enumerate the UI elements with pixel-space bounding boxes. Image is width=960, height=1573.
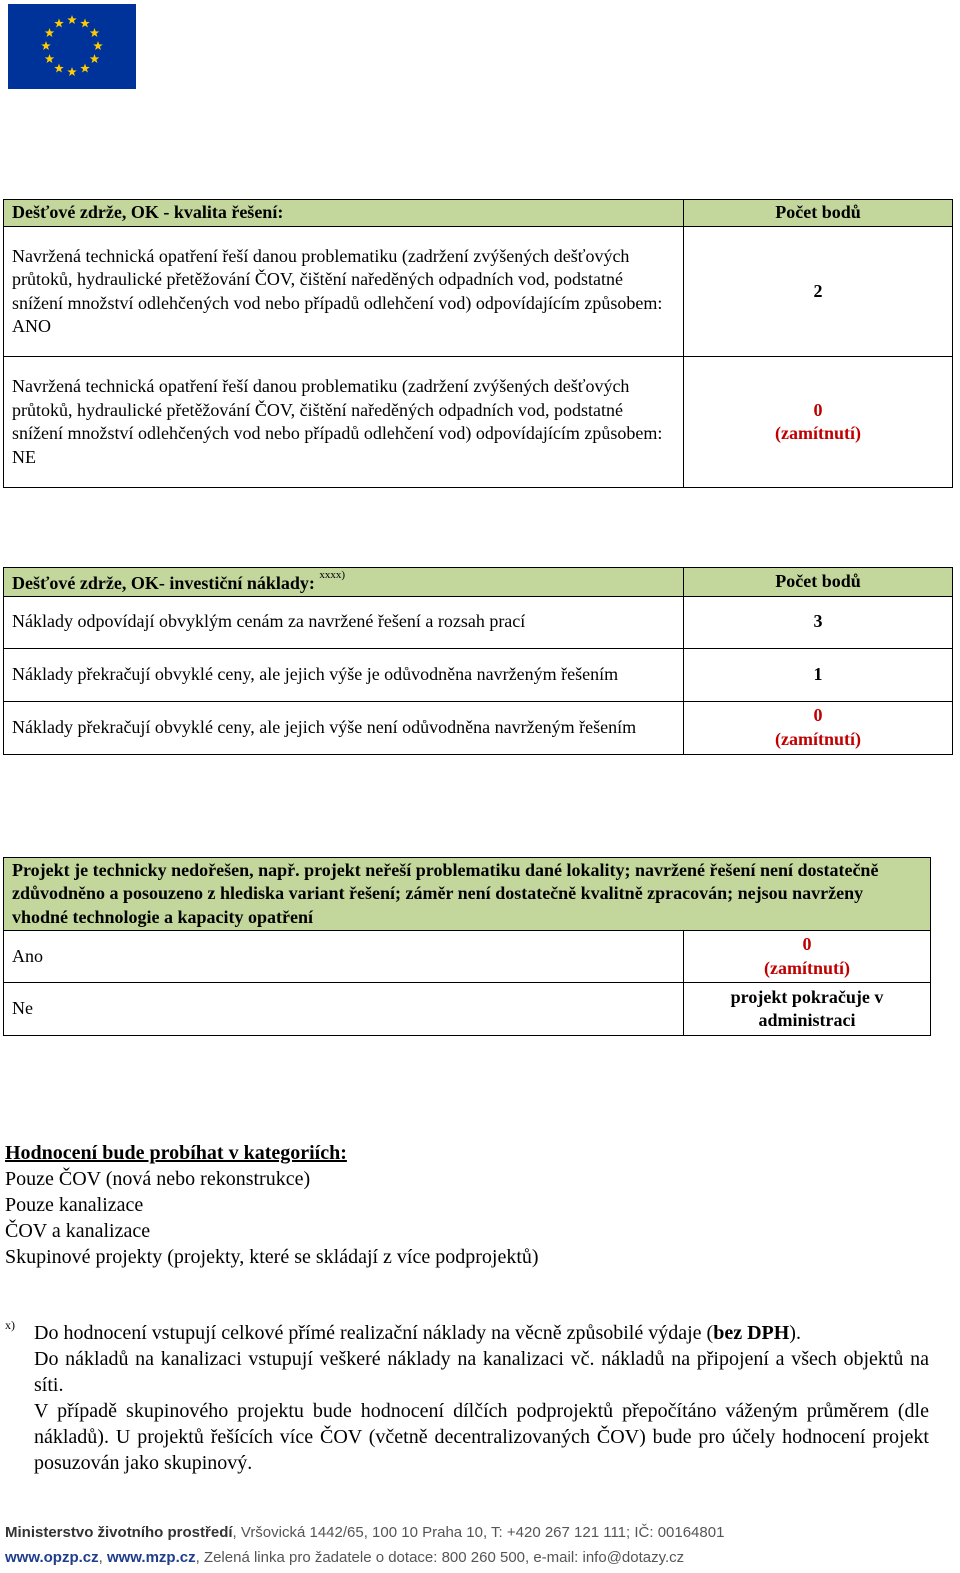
star-icon xyxy=(80,18,90,27)
row-points xyxy=(684,701,953,754)
footnote-mark: x) xyxy=(5,1318,15,1332)
eu-flag-logo xyxy=(8,4,136,89)
categories-heading: Hodnocení bude probíhat v kategoriích: xyxy=(5,1142,347,1164)
footnote-text xyxy=(34,1320,929,1476)
footer-address xyxy=(5,1524,724,1541)
points-value: 0 xyxy=(813,399,823,420)
footnote-line1-end: ). xyxy=(789,1322,801,1344)
table-row xyxy=(4,596,953,648)
row-text: Ne xyxy=(4,983,684,1036)
footer-link-opzp[interactable]: www.opzp.cz xyxy=(5,1549,99,1566)
row-points: projekt pokračuje v administraci xyxy=(684,983,931,1036)
row-points xyxy=(684,931,931,983)
star-icon xyxy=(80,64,90,73)
technical-table xyxy=(3,857,931,1036)
star-icon xyxy=(54,18,64,27)
footnote-line xyxy=(34,1320,929,1346)
row-points: 2 xyxy=(684,227,953,357)
star-icon xyxy=(45,54,55,63)
star-icon xyxy=(67,67,77,76)
technical-header: Projekt je technicky nedořešen, např. projekt neřeší problematiku dané lokality; navržené řešení není dostatečně zdůvodněno a posouzeno z hlediska variant řešení; záměr není dostatečně kvalitně zpracován; nejsou navrženy vhodné technologie a kapacity opatření xyxy=(4,858,931,931)
table-row xyxy=(4,227,953,357)
footer-separator: , xyxy=(98,1549,107,1566)
rejection-note: (zamítnutí) xyxy=(775,423,861,443)
points-value: 0 xyxy=(813,705,823,725)
row-text: Náklady překračují obvyklé ceny, ale jejich výše není odůvodněna navrženým řešením xyxy=(4,701,684,754)
footer-contacts xyxy=(5,1549,684,1566)
categories-section xyxy=(5,1140,539,1270)
row-text: Navržená technická opatření řeší danou problematiku (zadržení zvýšených dešťových průtoků, hydraulické přetěžování ČOV, čištění naředěných odpadních vod, podstatné snížení množství odlehčených vod nebo případů odlehčení vod) odpovídajícím způsobem: NE xyxy=(4,357,684,488)
star-icon xyxy=(41,41,51,50)
row-points: 1 xyxy=(684,648,953,701)
star-icon xyxy=(67,15,77,24)
row-points: 3 xyxy=(684,596,953,648)
rejection-note: (zamítnutí) xyxy=(775,728,861,749)
table-row xyxy=(4,983,931,1036)
footnote-line1-start: Do hodnocení vstupují celkové přímé realizační náklady na věcně způsobilé výdaje ( xyxy=(34,1322,714,1344)
category-item: Pouze ČOV (nová nebo rekonstrukce) xyxy=(5,1168,311,1190)
row-text: Náklady překračují obvyklé ceny, ale jejich výše je odůvodněna navrženým řešením xyxy=(4,648,684,701)
costs-header xyxy=(4,568,684,597)
footnote-line: V případě skupinového projektu bude hodnocení dílčích podprojektů přepočítáno váženým průměrem (dle nákladů). U projektů řešících více ČOV (včetně decentralizovaných ČOV) bude pro účely hodnocení projekt posuzován jako skupinový. xyxy=(34,1400,929,1474)
star-icon xyxy=(90,28,100,37)
points-value: 0 xyxy=(802,934,812,954)
table-row xyxy=(4,648,953,701)
footer-ministry: Ministerstvo životního prostředí xyxy=(5,1524,233,1541)
points-header: Počet bodů xyxy=(684,200,953,227)
points-header: Počet bodů xyxy=(684,568,953,597)
table-row xyxy=(4,931,931,983)
row-points xyxy=(684,357,953,488)
category-item: Skupinové projekty (projekty, které se skládají z více podprojektů) xyxy=(5,1246,539,1268)
footer-hotline: , Zelená linka pro žadatele o dotace: 800 260 500, e-mail: info@dotazy.cz xyxy=(195,1549,685,1566)
footnote-vat-bold: bez DPH xyxy=(713,1322,790,1344)
star-icon xyxy=(93,41,103,50)
category-item: Pouze kanalizace xyxy=(5,1194,144,1216)
quality-table xyxy=(3,199,953,488)
row-text: Ano xyxy=(4,931,684,983)
row-text: Náklady odpovídají obvyklým cenám za navržené řešení a rozsah prací xyxy=(4,596,684,648)
table-row xyxy=(4,701,953,754)
costs-header-text: Dešťové zdrže, OK- investiční náklady: xyxy=(12,573,315,593)
star-icon xyxy=(54,64,64,73)
category-item: ČOV a kanalizace xyxy=(5,1220,151,1242)
footer-address-text: , Vršovická 1442/65, 100 10 Praha 10, T: +420 267 121 111; IČ: 00164801 xyxy=(232,1524,725,1541)
footnote-ref: xxxx) xyxy=(319,569,346,581)
rejection-note: (zamítnutí) xyxy=(764,957,850,978)
quality-header: Dešťové zdrže, OK - kvalita řešení: xyxy=(4,200,684,227)
footer-link-mzp[interactable]: www.mzp.cz xyxy=(106,1549,196,1566)
row-text: Navržená technická opatření řeší danou problematiku (zadržení zvýšených dešťových průtoků, hydraulické přetěžování ČOV, čištění naředěných odpadních vod, podstatné snížení množství odlehčených vod nebo případů odlehčení vod) odpovídajícím způsobem: ANO xyxy=(4,227,684,357)
eu-stars-icon xyxy=(8,4,136,89)
table-row xyxy=(4,357,953,488)
star-icon xyxy=(90,54,100,63)
costs-table xyxy=(3,567,953,755)
star-icon xyxy=(45,28,55,37)
footnote-line: Do nákladů na kanalizaci vstupují veškeré náklady na kanalizaci vč. nákladů na připojení a všech objektů na síti. xyxy=(34,1348,929,1396)
